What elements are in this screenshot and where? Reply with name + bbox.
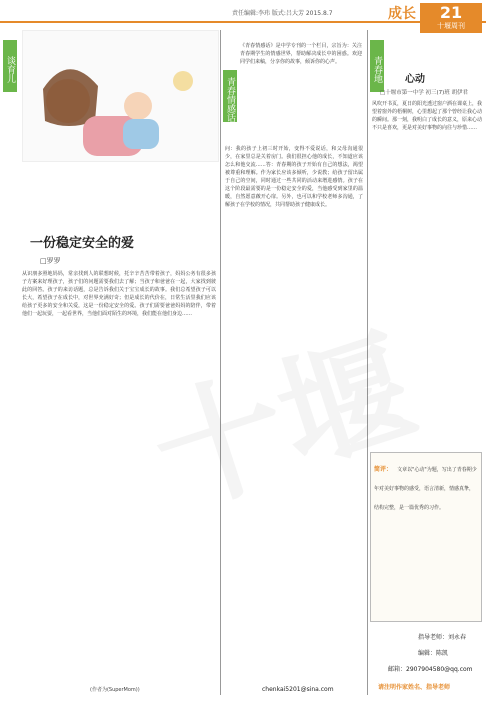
contact-email: chenkai5201@sina.com xyxy=(262,686,334,693)
right-article-body: 风吹开书页，夏日的阳光透过窗户洒在课桌上，我望着窗外的梧桐树，心里想起了那个曾经让我心动的瞬间。那一刻，我明白了成长的意义，原来心动不只是喜欢，更是对美好事物的向往与珍惜…… xyxy=(372,101,482,131)
left-article-author: □罗罗 xyxy=(40,257,61,265)
comment-text: 文章以"心动"为题，写出了青春期少年对美好事物的感受，语言清新，情感真挚，结构完整，是一篇优秀的习作。 xyxy=(374,467,477,511)
teacher-comment-box xyxy=(370,452,482,622)
tab-parenting: 谈育儿 xyxy=(3,40,17,92)
mother-hair xyxy=(43,69,98,126)
left-article-body: 从识朋多照地妈妈，常亲找到人的联想时候，托辛辛苦苦带着孩子，妈妈公务有很多孩子方案来好理孩子，孩子们的问题需要我们去了解；当孩子和爸爸在一起，大家找到彼此的回答。孩子的来访话题，总是告诉我们关于宝宝成长的故事。我们总希望孩子可以长大，希望孩子在成长中，对世界充满好奇；但是成长的代价在，日常生活里我们应该给孩子更多的安全和关爱，这是一份稳定安全的爱。孩子们需要爸爸妈妈的陪伴，带着他们一起玩耍，一起看世界，当他们面对陌生的环境，我们能在他们身边…… xyxy=(22,271,216,317)
left-article-credit: (作者为(SuperMom)) xyxy=(90,687,140,693)
sun-icon xyxy=(173,71,193,91)
child-face xyxy=(124,92,152,120)
page-number: 21 xyxy=(439,3,463,22)
middle-intro: 《青春情感话》是中学专刊的一个栏目，宗旨为：关注青春期学生的情感世界，帮助解决成长中的困惑。欢迎同学们来稿，分享你的故事，倾诉你的心声。 xyxy=(240,43,362,65)
section-title: 成长 xyxy=(388,6,416,22)
middle-body: 问：我的孩子上初三时开始，变得不爱说话，和父母沟通很少，在家里总是关着房门。我们很担心他的成长，不知道应该怎么和他交流……答：青春期的孩子开始有自己的想法，渴望被尊重和理解。作为家长应该多倾听，少说教；给孩子留出属于自己的空间，同时通过一些共同的活动来增进感情。孩子在这个阶段最需要的是一份稳定安全的爱，当他感受到家里的温暖，自然愿意敞开心扉。另外，也可以和学校老师多沟通，了解孩子在学校的情况，共同帮助孩子健康成长。 xyxy=(225,146,363,208)
right-article-title: 心动 xyxy=(405,74,425,85)
comment-label: 简评： xyxy=(374,466,393,473)
submission-notice: 请注明作家姓名、指导老师 xyxy=(378,684,451,691)
header-meta: 责任编辑:李玮 版式:吕大芳 2015.8.7 xyxy=(232,10,333,17)
tab-youth-emotion: 青春情感话 xyxy=(223,70,237,122)
editor-credit: 编辑：陈凯 xyxy=(418,650,449,657)
brand-name: 十堰周刊 xyxy=(437,22,465,30)
tab-youth-land: 青春地 xyxy=(370,40,384,92)
child-body xyxy=(123,119,159,149)
left-article-title: 一份稳定安全的爱 xyxy=(30,236,135,251)
mother-child-illustration xyxy=(22,30,219,162)
page-number-badge xyxy=(420,3,482,33)
editor-email: 邮箱：2907904580@qq.com xyxy=(388,666,473,673)
right-article-author: □十堰市第一中学 初三(7)班 胡伊君 xyxy=(380,90,468,96)
instructor-credit: 指导老师：刘永春 xyxy=(418,634,467,641)
illustration-svg xyxy=(23,31,218,161)
